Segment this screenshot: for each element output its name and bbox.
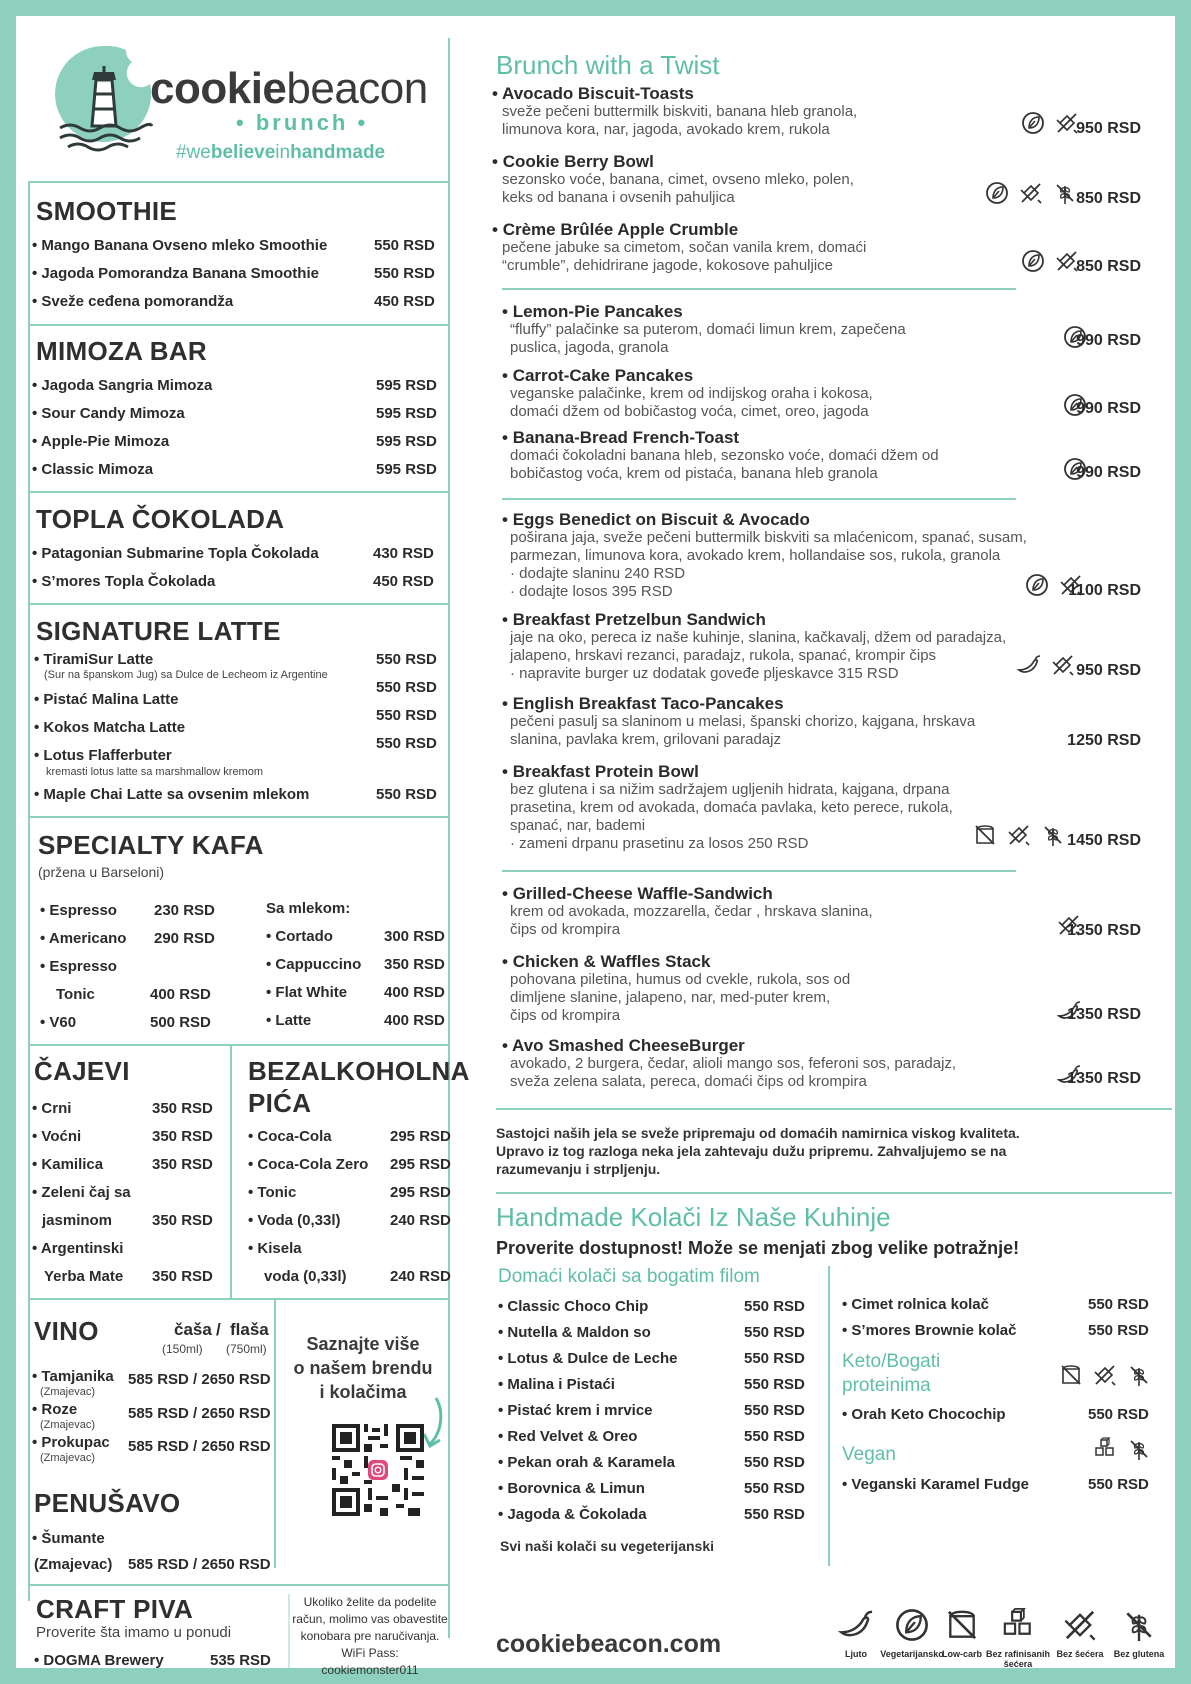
cookie-price: 550 RSD [744,1402,805,1419]
craft-title: CRAFT PIVA [36,1594,194,1624]
cookie-price: 550 RSD [744,1298,805,1315]
dish-title: • Breakfast Protein Bowl [502,762,699,782]
kolaci-subtitle: Proverite dostupnost! Može se menjati zbog velike potražnje! [496,1238,1020,1258]
dish-description: domaći čokoladni banana hleb, sezonsko voće, domaći džem od bobičastog voća, krem od pistaća, banana hleb granola [510,447,939,482]
legend-label: Vegetarijansko [880,1649,944,1659]
cookie-price: 550 RSD [744,1506,805,1523]
dish-price: 1450 RSD [1067,832,1141,849]
divider [28,1584,450,1586]
brand-subtitle: • brunch • [236,110,369,135]
no-sugar-icon [1092,1362,1118,1388]
menu-item-price: 535 RSD [210,1652,271,1669]
divider [28,1298,450,1300]
dish-title: • Avocado Biscuit-Toasts [492,84,694,104]
menu-item-price: 585 RSD / 2650 RSD [128,1405,271,1422]
menu-item-price: 585 RSD / 2650 RSD [128,1371,271,1388]
no-sugar-icon [1018,180,1044,206]
dish-title: • Breakfast Pretzelbun Sandwich [502,610,766,630]
menu-item: • Coca-Cola [248,1128,332,1145]
divider [230,1044,232,1298]
cookie-price: 550 RSD [744,1350,805,1367]
dish-price: 1350 RSD [1067,922,1141,939]
divider [28,491,450,493]
no-sugar-icon [1050,652,1076,678]
menu-item: • Coca-Cola Zero [248,1156,368,1173]
legend-label: Bez šećera [1056,1649,1104,1659]
divider [496,1192,1172,1194]
menu-item: • Espresso [40,902,117,919]
smoothie-title: SMOOTHIE [36,196,178,226]
menu-item: • Tamjanika [32,1368,114,1385]
brunch-title: Brunch with a Twist [496,50,720,80]
leaf-icon [984,180,1010,206]
kitchen-note [496,1124,1020,1178]
filled-cookies-title: Domaći kolači sa bogatim filom [498,1266,760,1287]
keto-icons [1058,1362,1152,1388]
keto-title-line: Keto/Bogati [842,1351,941,1372]
note-line: razumevanju i strpljenju. [496,1161,661,1177]
dish-price: 950 RSD [1076,662,1141,679]
divider [28,324,450,326]
dish-title: • English Breakfast Taco-Pancakes [502,694,784,714]
menu-item: • V60 [40,1014,76,1031]
menu-item: • S’mores Topla Čokolada [32,573,215,590]
note-line: Sastojci naših jela se sveže pripremaju od domaćih namirnica viskog kvaliteta. [496,1125,1020,1141]
menu-item-origin: (Zmajevac) [34,1556,113,1573]
legend-label: Bez glutena [1113,1649,1165,1659]
menu-item: Yerba Mate [44,1268,124,1285]
menu-item-price: 400 RSD [384,1012,445,1029]
menu-item: • Jagoda Pomorandza Banana Smoothie [32,265,319,282]
cookie-item: • Nutella & Maldon so [498,1324,651,1341]
menu-item: • Prokupac [32,1434,110,1451]
divider [28,1044,450,1046]
menu-item: • Apple-Pie Mimoza [32,433,169,450]
dish-price: 990 RSD [1076,332,1141,349]
cookie-price: 550 RSD [744,1480,805,1497]
menu-item: • Crni [32,1100,71,1117]
menu-item-price: 550 RSD [376,651,437,668]
promo-line: Saznajte više [306,1334,420,1354]
menu-item-origin: (Zmajevac) [40,1386,96,1398]
hashtag-believe: believe [210,142,276,163]
dish-price: 850 RSD [1076,190,1141,207]
dish-description: bez glutena i sa nižim sadržajem ugljenih hidrata, kajgana, drpana prasetina, krem od avokada, domaća pavlaka, keto perece, rukola, spanać, nar, bademi · zameni drpanu prasetinu za losos 250 RSD [510,781,953,852]
dish-description: pečeni pasulj sa slaninom u melasi, španski chorizo, kajgana, hrskava slanina, pavlaka krem, grilovani paradajz [510,713,976,748]
vegetarian-note: Svi naši kolači su vegeterijanski [500,1538,714,1554]
menu-item: • Espresso [40,958,117,975]
menu-item: • Flat White [266,984,347,1001]
dish-description: krem od avokada, mozzarella, čedar , hrskava slanina, čips od krompira [510,903,873,938]
menu-item: • Mango Banana Ovseno mleko Smoothie [32,237,327,254]
divider [496,1108,1172,1110]
menu-item-price: 585 RSD / 2650 RSD [128,1438,271,1455]
dish-description: veganske palačinke, krem od indijskog oraha i kokosa, domaći džem od bobičastog voća, cimet, oreo, jagoda [510,385,873,420]
craft-subtitle: Proverite šta imamo u ponudi [36,1624,232,1641]
legend-label: Low-carb [941,1649,982,1659]
menu-item-price: 550 RSD [376,679,437,696]
menu-item: • Zeleni čaj sa [32,1184,131,1201]
hashtag-we: #we [176,142,211,163]
cookie-price: 550 RSD [744,1428,805,1445]
menu-item-price: 240 RSD [390,1212,451,1229]
cookie-price: 550 RSD [744,1454,805,1471]
gluten-free-icon [1040,822,1066,848]
menu-item-price: 430 RSD [373,545,434,562]
menu-item: • Kisela [248,1240,302,1257]
menu-item-price: 595 RSD [376,461,437,478]
menu-item-price: 500 RSD [150,1014,211,1031]
legend-label: Ljuto [845,1649,867,1659]
qr-code[interactable] [332,1424,424,1516]
menu-item-price: 400 RSD [150,986,211,1003]
kafa-title: SPECIALTY KAFA [38,830,264,860]
menu-item-price: 295 RSD [390,1184,451,1201]
cookie-item: • Jagoda & Čokolada [498,1506,647,1523]
dish-price: 1350 RSD [1067,1006,1141,1023]
menu-item-price: 350 RSD [152,1128,213,1145]
brand-name [150,64,428,114]
gluten-free-icon [1052,180,1078,206]
menu-item-price: 240 RSD [390,1268,451,1285]
legend-label: Bez rafinisanih šećera [985,1649,1050,1669]
dish-description: pohovana piletina, humus od cvekle, rukola, sos od dimljene slanine, jalapeno, nar, med-puter krem, čips od krompira [510,971,851,1024]
menu-item: voda (0,33l) [264,1268,347,1285]
menu-item-price: 295 RSD [390,1128,451,1145]
dish-description: “fluffy” palačinke sa puterom, domaći limun krem, zapečena puslica, jagoda, granola [510,321,906,356]
gluten-free-icon [1120,1606,1158,1644]
dish-title: • Chicken & Waffles Stack [502,952,710,972]
menu-item-price: 550 RSD [376,786,437,803]
menu-sheet [16,16,1175,1677]
no-sugar-icon [1061,1606,1099,1644]
chili-icon [837,1606,875,1644]
menu-item: • Pistać Malina Latte [34,691,178,708]
menu-item: • Argentinski [32,1240,123,1257]
menu-item-price: 550 RSD [374,237,435,254]
menu-item-price: 550 RSD [374,265,435,282]
menu-item-origin: (Zmajevac) [40,1452,96,1464]
cookie-item: • Orah Keto Chocochip [842,1406,1006,1423]
menu-item-price: 400 RSD [384,984,445,1001]
divider [502,870,1016,872]
dish-title: • Lemon-Pie Pancakes [502,302,683,322]
dish-description: pečene jabuke sa cimetom, sočan vanila krem, domaći “crumble”, dehidrirane jagode, kokosove pahuljice [502,239,867,274]
low-carb-icon [972,822,998,848]
menu-item: • Lotus Flafferbuter [34,747,172,764]
dish-icons [1016,652,1076,678]
mimoza-title: MIMOZA BAR [36,336,208,366]
dish-description: sveže pečeni buttermilk biskviti, banana hleb granola, limunova kora, nar, jagoda, avokado krem, rukola [502,103,858,138]
dish-price: 1250 RSD [1067,732,1141,749]
menu-item: • Roze [32,1401,77,1418]
dish-price: 1100 RSD [1068,582,1141,599]
dish-price: 990 RSD [1076,400,1141,417]
cookie-item: • Borovnica & Limun [498,1480,645,1497]
wifi-password: WiFi Pass: cookiemonster011 [321,1646,419,1677]
dish-description: poširana jaja, sveže pečeni buttermilk biskviti sa mlaćenicom, spanać, susam, parmezan, limunova kora, avokado krem, hollandaise sos, rukola, granola · dodajte slaninu 240 RSD · dodajte losos 395 RSD [510,529,1027,600]
divider [448,38,450,1638]
sugar-cubes-icon [1092,1436,1118,1462]
menu-item: • Voćni [32,1128,81,1145]
menu-item: • Americano [40,930,126,947]
vino-header-bottle-ml: (750ml) [226,1342,267,1356]
menu-item-price: 350 RSD [152,1268,213,1285]
chili-icon [1016,652,1042,678]
divider [28,181,450,183]
low-carb-icon [943,1606,981,1644]
menu-item: • Šumante [32,1530,105,1547]
dish-price: 990 RSD [1076,464,1141,481]
menu-item-price: 450 RSD [373,573,434,590]
dish-icons [972,822,1066,848]
cookie-item: • Malina i Pistaći [498,1376,615,1393]
dish-price: 950 RSD [1076,120,1141,137]
divider [828,1266,830,1566]
menu-item-price: 350 RSD [384,956,445,973]
menu-item-price: 450 RSD [374,293,435,310]
low-carb-icon [1058,1362,1084,1388]
dish-price: 1350 RSD [1067,1070,1141,1087]
dish-title: • Crème Brûlée Apple Crumble [492,220,738,240]
divider [274,1298,276,1568]
menu-item: • Voda (0,33l) [248,1212,341,1229]
divider [28,603,450,605]
menu-item: • Cortado [266,928,333,945]
gluten-free-icon [1126,1362,1152,1388]
menu-item-price: 585 RSD / 2650 RSD [128,1556,271,1573]
cookie-price: 550 RSD [1088,1296,1149,1313]
no-sugar-icon [1006,822,1032,848]
vino-header-glass: čaša [174,1320,212,1339]
vegan-title: Vegan [842,1444,896,1465]
menu-item-price: 350 RSD [152,1100,213,1117]
sugar-cubes-icon [999,1606,1037,1644]
dish-description: avokado, 2 burgera, čedar, alioli mango sos, feferoni sos, paradajz, sveža zelena salata, pereca, domaći čips od krompira [510,1055,957,1090]
vino-header-slash: / [216,1320,221,1339]
dish-icons [1020,248,1080,274]
gluten-free-icon [1126,1436,1152,1462]
leaf-icon [893,1606,931,1644]
topla-title: TOPLA ČOKOLADA [36,504,285,534]
note-line: Ukoliko želite da podelite [303,1595,437,1609]
cookie-item: • Cimet rolnica kolač [842,1296,989,1313]
menu-item-price: 300 RSD [384,928,445,945]
vino-title: VINO [34,1316,99,1346]
menu-item-price: 550 RSD [376,735,437,752]
dish-description: sezonsko voće, banana, cimet, ovseno mleko, polen, keks od banana i ovsenih pahuljica [502,171,854,206]
legend-item [1108,1606,1170,1659]
divider [502,498,1016,500]
dish-description: jaje na oko, pereca iz naše kuhinje, slanina, kačkavalj, džem od paradajza, jalapeno, hrskavi rezanci, paradajz, rukola, spanać, krompir čips · napravite burger uz dodatak goveđe pljeskavce 315 RSD [510,629,1007,682]
promo-line: o našem brendu [293,1358,433,1378]
keto-title [842,1350,940,1398]
cookie-price: 550 RSD [1088,1406,1149,1423]
note-line: konobara pre naručivanja. [300,1629,440,1643]
dish-title: • Cookie Berry Bowl [492,152,654,172]
cookie-item: • Pistać krem i mrvice [498,1402,653,1419]
bezalk-title-2: PIĆA [248,1088,312,1118]
cookie-item: • Veganski Karamel Fudge [842,1476,1029,1493]
menu-item-price: 350 RSD [152,1156,213,1173]
cookie-item: • Lotus & Dulce de Leche [498,1350,677,1367]
brand-hashtag [176,142,385,164]
hashtag-handmade: handmade [290,142,386,163]
menu-item-origin: (Zmajevac) [40,1419,96,1431]
menu-item: • Tonic [248,1184,296,1201]
menu-item: jasminom [42,1212,113,1229]
menu-item: • Patagonian Submarine Topla Čokolada [32,545,319,562]
menu-item-price: 295 RSD [390,1156,451,1173]
menu-item: • Kokos Matcha Latte [34,719,185,736]
menu-item: • DOGMA Brewery [34,1652,164,1669]
kolaci-title: Handmade Kolači Iz Naše Kuhinje [496,1202,891,1232]
latte-title: SIGNATURE LATTE [36,616,281,646]
bezalk-title: BEZALKOHOLNA [248,1056,470,1086]
divider [288,1594,290,1668]
menu-item-note: kremasti lotus latte sa marshmallow kremom [46,766,264,778]
menu-item: • Sveže ceđena pomorandža [32,293,233,310]
dish-title: • Eggs Benedict on Biscuit & Avocado [502,510,810,530]
leaf-icon [1020,248,1046,274]
divider [502,288,1016,290]
lighthouse-logo-icon [54,44,154,154]
vino-header-bottle: flaša [230,1320,269,1339]
menu-item: Tonic [56,986,95,1003]
dish-title: • Grilled-Cheese Waffle-Sandwich [502,884,773,904]
menu-item-price: 350 RSD [152,1212,213,1229]
menu-item: • Latte [266,1012,311,1029]
menu-item: • Classic Mimoza [32,461,153,478]
note-line: Upravo iz tog razloga neka jela zahtevaju dužu pripremu. Zahvaljujemo se na [496,1143,1007,1159]
leaf-icon [1024,572,1050,598]
legend-item [1050,1606,1110,1659]
cookie-item: • Red Velvet & Oreo [498,1428,637,1445]
website-link[interactable]: cookiebeacon.com [496,1630,722,1658]
dish-title: • Avo Smashed CheeseBurger [502,1036,745,1056]
keto-title-line: proteinima [842,1375,931,1396]
milk-label: Sa mlekom: [266,900,351,917]
dish-icons [1020,110,1080,136]
cookie-item: • Pekan orah & Karamela [498,1454,675,1471]
dish-title: • Banana-Bread French-Toast [502,428,739,448]
menu-item-price: 290 RSD [154,930,215,947]
penusavo-title: PENUŠAVO [34,1488,181,1518]
hashtag-in: in [275,142,291,163]
menu-item: • Maple Chai Latte sa ovsenim mlekom [34,786,309,803]
split-bill-note [292,1594,448,1679]
menu-item-price: 595 RSD [376,405,437,422]
brand-name-bold: cookie [150,64,287,113]
dish-price: 850 RSD [1076,258,1141,275]
cookie-item: • Classic Choco Chip [498,1298,648,1315]
cookie-price: 550 RSD [1088,1322,1149,1339]
menu-item: • Cappuccino [266,956,361,973]
vegan-icons [1092,1436,1152,1462]
menu-item: • Kamilica [32,1156,103,1173]
menu-item: • Sour Candy Mimoza [32,405,185,422]
kafa-subtitle: (pržena u Barseloni) [38,864,165,880]
legend-item [980,1606,1056,1669]
vino-header-glass-ml: (150ml) [162,1342,203,1356]
cookie-price: 550 RSD [1088,1476,1149,1493]
cajevi-title: ČAJEVI [34,1056,130,1086]
leaf-icon [1020,110,1046,136]
cookie-price: 550 RSD [744,1324,805,1341]
menu-item-price: 595 RSD [376,377,437,394]
menu-item-price: 230 RSD [154,902,215,919]
divider [28,181,30,1601]
promo-line: i kolačima [319,1382,407,1402]
menu-item: • Jagoda Sangria Mimoza [32,377,212,394]
menu-item-note: (Sur na španskom Jug) sa Dulce de Lecheom iz Argentine [44,669,328,681]
promo-text [288,1332,438,1404]
note-line: račun, molimo vas obavestite [292,1612,448,1626]
menu-item: • TiramiSur Latte [34,651,153,668]
dish-title: • Carrot-Cake Pancakes [502,366,693,386]
cookie-price: 550 RSD [744,1376,805,1393]
menu-item-price: 550 RSD [376,707,437,724]
divider [28,816,450,818]
menu-item-price: 595 RSD [376,433,437,450]
dish-icons [984,180,1078,206]
brand-name-light: beacon [286,64,428,113]
cookie-item: • S’mores Brownie kolač [842,1322,1016,1339]
